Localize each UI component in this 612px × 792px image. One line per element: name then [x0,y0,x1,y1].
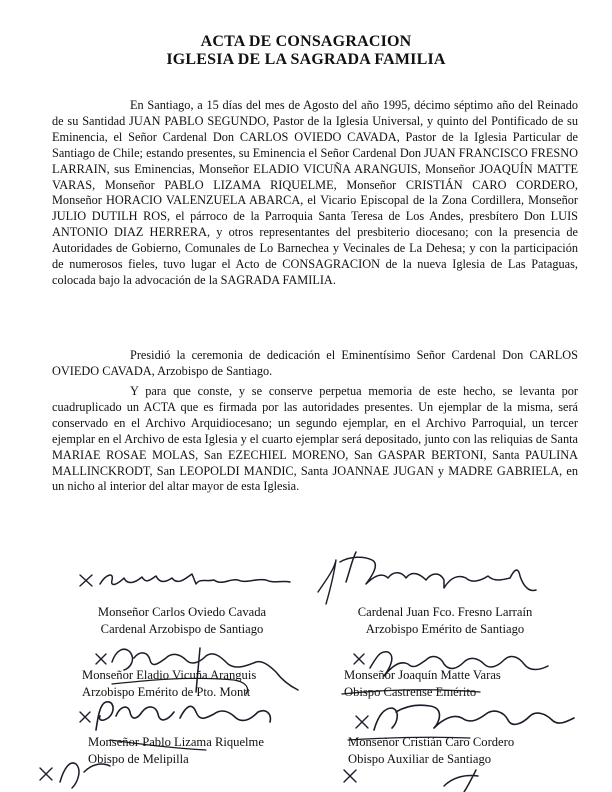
paragraph-1-text: En Santiago, a 15 días del mes de Agosto del año 1995, décimo séptimo año del Reinado de su Santidad JUAN PABLO SEGUNDO, Pastor de la Iglesia Universal, y quinto del Pontificado de su Eminencia, el Señor Cardenal Don CARLOS OVIEDO CAVADA, Pastor de la Iglesia Particular de Santiago de Chile; estando presentes, su Eminencia el Señor Cardenal Don JUAN FRANCISCO FRESNO LARRAIN, sus Eminencias, Monseñor ELADIO VICUÑA ARANGUIS, Monseñor JOAQUÍN MATTE VARAS, Monseñor PABLO LIZAMA RIQUELME, Monseñor CRISTIÁN CARO CORDERO, Monseñor HORACIO VALENZUELA ABARCA, el Vicario Episcopal de la Zona Cordillera, Monseñor JULIO DUTILH ROS, el párroco de la Parroquia Santa Teresa de Los Andes, presbítero Don LUIS ANTONIO DIAZ HERRERA, y otros representantes del presbiterio diocesano; con la presencia de Autoridades de Gobierno, Comunales de Lo Barnechea y Vecinales de La Dehesa; y con la participación de numerosos fieles, tuvo lugar el Acto de CONSAGRACION de la nueva Iglesia de Las Pataguas, colocada bajo la advocación de la SAGRADA FAMILIA. [52,98,578,287]
signatory-role: Arzobispo Emérito de Santiago [365,622,525,636]
signatory-role: Obispo Castrense Emérito [344,685,477,699]
signatory-block-matte [344,667,554,701]
signatory-name: Monseñor Joaquín Matte Varas [344,668,501,682]
paragraph-3 [52,384,578,495]
signatory-block-lizama [88,734,298,768]
signatory-block-oviedo [82,604,282,638]
signatory-role: Obispo Auxiliar de Santiago [348,752,492,766]
signatory-name: Monseñor Carlos Oviedo Cavada [97,605,267,619]
signature-fresno [318,552,536,604]
signatory-block-caro [348,734,568,768]
title-line-2: IGLESIA DE LA SAGRADA FAMILIA [166,51,446,68]
signature-oviedo [80,574,290,586]
paragraph-2-text: Presidió la ceremonia de dedicación el Eminentísimo Señor Cardenal Don CARLOS OVIEDO CAVADA, Arzobispo de Santiago. [52,348,578,378]
signatory-name: Monseñor Pablo Lizama Riquelme [88,735,264,749]
signatory-name: Monseñor Eladio Vicuña Aranguis [82,668,257,682]
signatory-name: Monseñor Cristián Caro Cordero [348,735,515,749]
signatory-role: Cardenal Arzobispo de Santiago [100,622,264,636]
signatory-role: Obispo de Melipilla [88,752,189,766]
signatory-block-vicuna [82,667,292,701]
paragraph-2 [52,348,578,380]
signatory-name: Cardenal Juan Fco. Fresno Larraín [357,605,533,619]
signatory-block-fresno [340,604,550,638]
signatory-role: Arzobispo Emérito de Pto. Montt [82,685,251,699]
paragraph-3-text: Y para que conste, y se conserve perpetua memoria de este hecho, se levanta por cuadruplicado un ACTA que es firmada por las autoridades presentes. Un ejemplar de la misma, será conservado en el Archivo Arquidiocesano; un segundo ejemplar, en el Archivo Parroquial, un tercer ejemplar en el Archivo de esta Iglesia y el cuarto ejemplar será depositado, junto con las reliquias de Santa MARIAE ROSAE MOLAS, San EZECHIEL MORENO, San GASPAR BERTONI, Santa PAULINA MALLINCKRODT, San LEOPOLDI MANDIC, Santa JOANNAE JUGAN y MADRE GABRIELA, en un nicho al interior del altar mayor de esta Iglesia. [52,384,578,494]
paragraph-1 [52,98,578,289]
title-line-1: ACTA DE CONSAGRACION [200,33,412,50]
signature-bottom-right [344,770,478,792]
